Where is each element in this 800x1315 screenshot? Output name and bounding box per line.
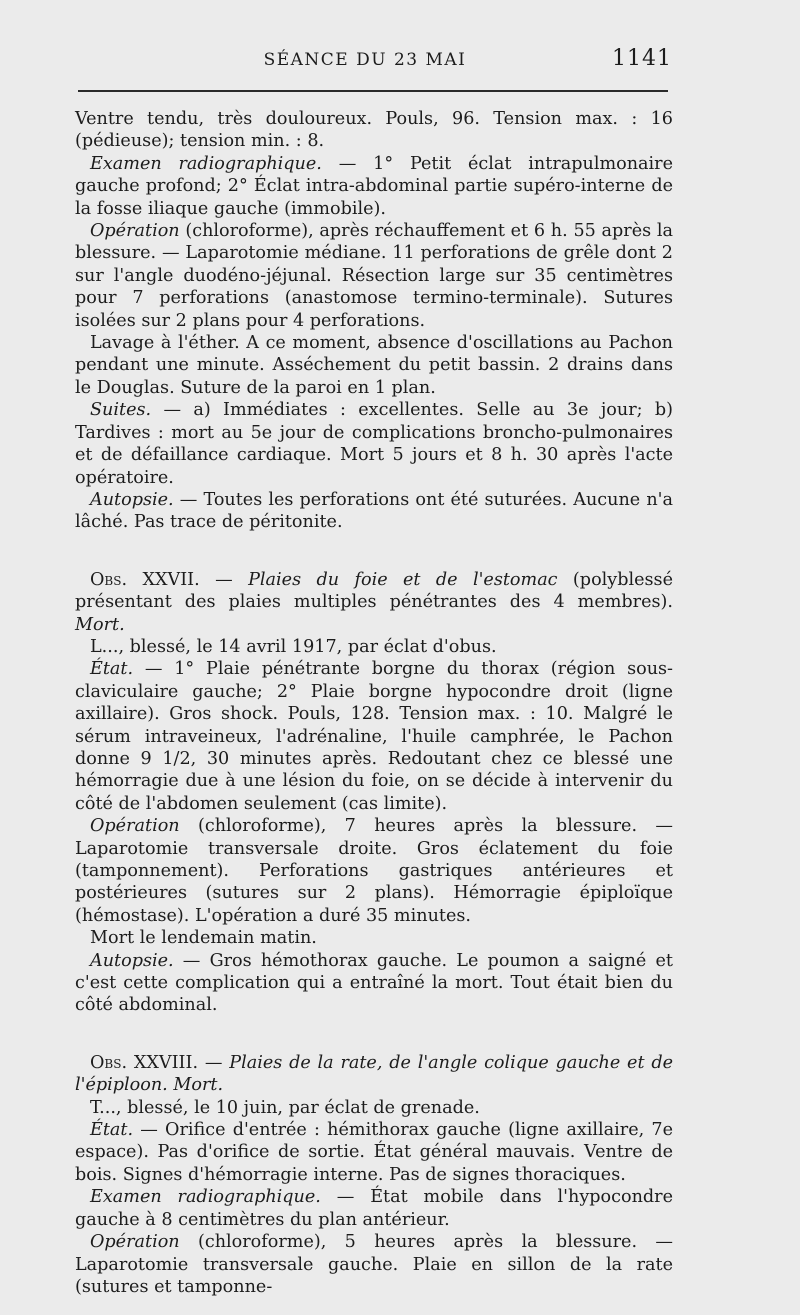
obs-27-outcome: Mort. xyxy=(75,614,125,635)
obs-28-outcome: Mort. xyxy=(167,1075,224,1096)
paragraph-lavage: Lavage à l'éther. A ce moment, absence d'oscillations au Pachon pendant une minute. Asséchement du petit bassin. 2 drains dans le Douglas. Suture de la paroi en 1 plan. xyxy=(75,333,673,398)
page-number: 1141 xyxy=(612,46,672,71)
obs-28-radiography xyxy=(75,1186,673,1231)
obs-28-etat xyxy=(75,1119,673,1186)
obs-28-number: Obs. XXVIII. xyxy=(90,1052,199,1073)
obs-27-etat xyxy=(75,658,673,815)
radiography-text: — 1° Petit éclat intrapulmonaire gauche profond; 2° Éclat intra-abdominal partie supéro-interne de la fosse iliaque gauche (immobile). xyxy=(75,153,673,219)
obs-27-death: Mort le lendemain matin. xyxy=(90,928,317,949)
obs-28-etat-label: État. xyxy=(90,1120,134,1141)
obs-27-autopsy-text: — Gros hémothorax gauche. Le poumon a saigné et c'est cette complication qui a entraîné la mort. Tout était bien du côté abdominal. xyxy=(75,950,673,1016)
paragraph-suites xyxy=(75,399,673,489)
obs-27-etat-label: État. xyxy=(90,659,134,680)
obs-27-dash: — xyxy=(199,569,249,590)
paragraph-autopsy xyxy=(75,489,673,534)
obs-27-autopsy xyxy=(75,950,673,1017)
operation-label: Opération xyxy=(90,221,180,242)
obs-28-dash: — xyxy=(198,1052,230,1073)
obs-28-radiography-label: Examen radiographique. xyxy=(90,1187,321,1208)
obs-28-operation xyxy=(75,1231,673,1298)
page-header xyxy=(0,46,800,80)
body-text xyxy=(75,108,673,1298)
obs-27-operation-text: (chloroforme), 7 heures après la blessure. — Laparotomie transversale droite. Gros éclatement du foie (tamponnement). Perforations gastriques antérieures et postérieures (sutures sur 2 plans). Hémorragie épiploïque (hémostase). L'opération a duré 35 minutes. xyxy=(75,816,673,926)
paragraph-operation xyxy=(75,220,673,332)
obs-28-operation-label: Opération xyxy=(90,1232,180,1253)
running-title: SÉANCE DU 23 MAI xyxy=(263,50,467,70)
obs-28-title: Plaies de la rate, de l'angle colique gauche et de l'épiploon. xyxy=(75,1052,673,1096)
autopsy-text: — Toutes les perforations ont été suturées. Aucune n'a lâché. Pas trace de péritonite. xyxy=(75,489,673,533)
obs-27-patient: L..., blessé, le 14 avril 1917, par éclat d'obus. xyxy=(90,636,497,657)
suites-label: Suites. xyxy=(90,400,152,421)
obs-27-number: Obs. XXVII. xyxy=(90,569,200,590)
obs-27-heading xyxy=(75,569,673,636)
obs-27-subtitle: (polyblessé présentant des plaies multiples pénétrantes des 4 membres). xyxy=(75,569,673,613)
case-intro: Ventre tendu, très douloureux. Pouls, 96. Tension max. : 16 (pédieuse); tension min. : 8. xyxy=(75,109,673,152)
obs-27-etat-text: — 1° Plaie pénétrante borgne du thorax (région sous-claviculaire gauche; 2° Plaie borgne hypocondre droit (ligne axillaire). Gros shock. Pouls, 128. Tension max. : 10. Malgré le sérum intraveineux, l'adrénaline, l'huile camphrée, le Pachon donne 9 1/2, 30 minutes après. Redoutant chez ce blessé une hémorragie due à une lésion du foie, on se décide à intervenir du côté de l'abdomen seulement (cas limite). xyxy=(75,659,673,814)
obs-28-patient: T..., blessé, le 10 juin, par éclat de grenade. xyxy=(90,1097,480,1118)
obs-27-autopsy-label: Autopsie. xyxy=(90,950,174,971)
obs-28-etat-text: — Orifice d'entrée : hémithorax gauche (ligne axillaire, 7e espace). Pas d'orifice de sortie. État général mauvais. Ventre de bois. Signes d'hémorragie interne. Pas de signes thoraciques. xyxy=(75,1120,673,1185)
obs-28-radiography-text: — État mobile dans l'hypocondre gauche à 8 centimètres du plan antérieur. xyxy=(75,1187,674,1230)
autopsy-label: Autopsie. xyxy=(90,489,174,510)
suites-text: — a) Immédiates : excellentes. Selle au 3e jour; b) Tardives : mort au 5e jour de complications broncho-pulmonaires et de défaillance cardiaque. Mort 5 jours et 8 h. 30 après l'acte opératoire. xyxy=(75,400,673,488)
header-rule xyxy=(78,90,668,92)
operation-text: (chloroforme), après réchauffement et 6 h. 55 après la blessure. — Laparotomie médiane. 11 perforations de grêle dont 2 sur l'angle duodéno-jéjunal. Résection large sur 35 centimètres pour 7 perforations (anastomose termino-terminale). Sutures isolées sur 2 plans pour 4 perforations. xyxy=(75,221,673,331)
obs-27-title: Plaies du foie et de l'estomac xyxy=(248,569,558,590)
obs-28-operation-text: (chloroforme), 5 heures après la blessure. — Laparotomie transversale gauche. Plaie en sillon de la rate (sutures et tamponne- xyxy=(75,1232,673,1297)
paragraph-radiography xyxy=(75,153,673,220)
radiography-label: Examen radiographique. xyxy=(90,153,322,174)
obs-27-operation-label: Opération xyxy=(90,816,180,837)
obs-27-operation xyxy=(75,815,673,927)
obs-28-heading xyxy=(75,1052,673,1097)
